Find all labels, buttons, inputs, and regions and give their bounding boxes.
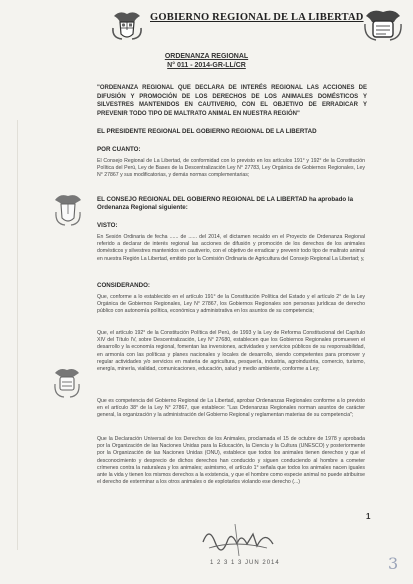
handwritten-page-mark: 3 (388, 554, 399, 573)
peru-coat-of-arms-icon (110, 8, 144, 42)
received-stamp: 1 2 3 1 3 JUN 2014 (210, 560, 280, 566)
paragraph-2: En Sesión Ordinaria de fecha ...... de ...... del 2014, el dictamen recaído en el Proyecto de Ordenanza Regional referido a declarar de interés regional las acciones de difusión y promoción de los derechos de los animales domésticos y silvestres mantenidos en cautiverio, con el objetivo de erradicar y prevenir todo tipo de maltrato animal en nuestra Región La Libertad, emitido por la Comisión Ordinaria de Agricultura del Consejo Regional La Libertad; y, (97, 234, 365, 262)
heading-considerando: CONSIDERANDO: (97, 282, 150, 289)
paragraph-3: Que, conforme a lo establecido en el artículo 191° de la Constitución Política del Estado y el artículo 2° de la Ley Orgánica de Gobiernos Regionales, Ley N° 27867, los Gobiernos Regionales son personas jurídicas de derecho público con autonomía política, económica y administrativa en los asuntos de su competencia; (97, 294, 365, 315)
heading-presidente: EL PRESIDENTE REGIONAL DEL GOBIERNO REGIONAL DE LA LIBERTAD (97, 128, 317, 135)
page-margin-line (17, 120, 18, 550)
ordinance-title (0, 52, 413, 70)
page-number: 1 (366, 512, 371, 521)
margin-seal-icon (52, 190, 84, 228)
ordinance-title-line1: ORDENANZA REGIONAL (164, 53, 249, 60)
ordinance-subject: "ORDENANZA REGIONAL QUE DECLARA DE INTERÉS REGIONAL LAS ACCIONES DE DIFUSIÓN Y PROMOCIÓN DE LOS DERECHOS DE LOS ANIMALES DOMÉSTICOS Y SILVESTRES MANTENIDOS EN CAUTIVERIO, CON EL OBJETIVO DE ERRADICAR Y PREVENIR TODO TIPO DE MALTRATO ANIMAL EN NUESTRA REGIÓN" (97, 85, 367, 117)
paragraph-6: Que la Declaración Universal de los Derechos de los Animales, proclamada el 15 de octubre de 1978 y aprobada por la Organización de las Naciones Unidas para la Educación, la Ciencia y la Cultura (UNESCO) y posteriormente por la Organización de las Naciones Unidas (ONU), establece que todos los animales tienen derechos y que el desconocimiento y desprecio de dichos derechos han conducido y siguen conduciendo al hombre a cometer crímenes contra la naturaleza y los animales; asimismo, el artículo 1° señala que todos los animales nacen iguales ante la vida y tienen los mismos derechos a la existencia, y que el hombre como especie animal no puede atribuirse el derecho de exterminar a los otros animales o de explotarlos violando ese derecho (...) (97, 436, 365, 486)
margin-seal-icon (52, 364, 82, 400)
signature-mark (195, 520, 285, 560)
organization-title: GOBIERNO REGIONAL DE LA LIBERTAD (150, 12, 364, 23)
paragraph-4: Que, el artículo 192° de la Constitución Política del Perú, de 1993 y la Ley de Reforma Constitucional del Capítulo XIV del Título IV, sobre Descentralización, Ley N° 27680, establecen que los Gobiernos Regionales promueven el desarrollo y la economía regional, fomentan las inversiones, actividades y servicios públicos de su responsabilidad, en armonía con las políticas y planes nacionales y locales de desarrollo, siendo competentes para promover y regular actividades y/o servicios en materia de agricultura, pesquería, industria, agroindustria, comercio, turismo, energía, minería, vialidad, comunicaciones, educación, salud y medio ambiente, conforme a Ley; (97, 330, 365, 373)
heading-consejo: EL CONSEJO REGIONAL DEL GOBIERNO REGIONAL DE LA LIBERTAD ha aprobado la Ordenanza Regional siguiente: (97, 196, 354, 211)
heading-visto: VISTO: (97, 222, 118, 229)
regional-seal-icon (364, 6, 402, 42)
heading-por-cuanto: POR CUANTO: (97, 146, 141, 153)
paragraph-5: Que es competencia del Gobierno Regional de La Libertad, aprobar Ordenanzas Regionales conforme a lo previsto en el artículo 38° de la Ley N° 27867, que establece: "Las Ordenanzas Regionales norman asuntos de carácter general, la organización y la administración del Gobierno Regional y reglamentan materias de su competencia"; (97, 398, 365, 419)
ordinance-number: N° 011 - 2014-GR-LL/CR (167, 62, 246, 69)
paragraph-1: El Consejo Regional de La Libertad, de conformidad con lo previsto en los artículos 191° y 192° de la Constitución Política del Perú, Ley de Bases de la Descentralización Ley N° 27783, Ley Orgánica de Gobiernos Regionales, Ley N° 27867 y sus modificatorias, y demás normas complementarias; (97, 158, 365, 179)
